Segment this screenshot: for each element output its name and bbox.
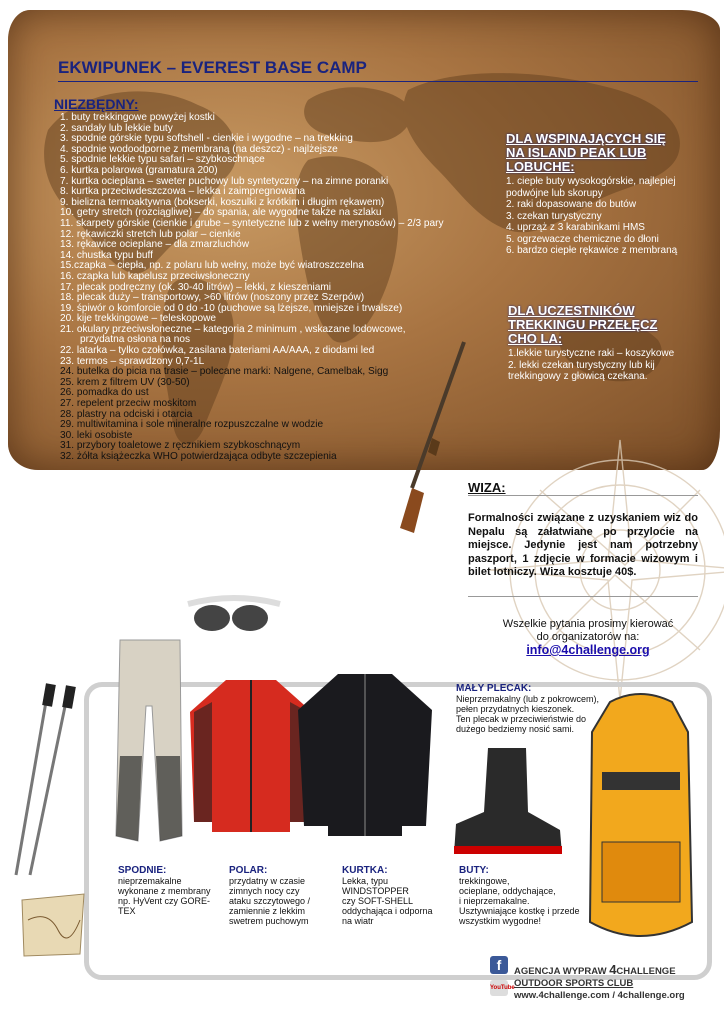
- page-title: EKWIPUNEK – EVEREST BASE CAMP: [58, 58, 698, 82]
- facebook-icon[interactable]: f: [490, 956, 508, 974]
- sunglasses-icon: [184, 594, 284, 638]
- caption-text: wszystkim wygodne!: [459, 916, 542, 926]
- contact-line-1: Wszelkie pytania prosimy kierować: [502, 618, 674, 630]
- trekkers-line-1: 1.lekkie turystyczne raki – koszykowe: [508, 348, 675, 359]
- caption-text: Usztywniające kostkę i przede: [459, 906, 580, 916]
- list-item: 21. okulary przeciwsłoneczne – kategoria 2 minimum , wskazane lodowcowe,: [60, 323, 406, 335]
- agency-name-number: 4: [609, 962, 617, 977]
- contact-line-2: do organizatorów na:: [536, 631, 640, 643]
- list-item: 22. latarka – tylko czołówka, zasilana bateriami AA/AAA, z diodami led: [60, 345, 375, 357]
- caption-head: KURTKA:: [342, 865, 388, 876]
- caption-text: TEX: [118, 906, 136, 916]
- caption-text: ataku szczytowego /: [229, 896, 311, 906]
- list-item: 3. spodnie górskie typu softshell - cienkie i wygodne – na trekking: [60, 133, 353, 145]
- pants-caption: [118, 866, 223, 916]
- polar-caption: [229, 866, 334, 926]
- club-name: OUTDOOR SPORTS CLUB: [514, 978, 634, 989]
- ice-axe-icon: [392, 338, 472, 538]
- list-item: 11. skarpety górskie (cienkie i grube – syntetyczne lub z wełny merynosów) – 2/3 pary: [60, 217, 444, 229]
- list-item: 8. kurtka przeciwdeszczowa – lekka i zaimpregnowana: [60, 186, 306, 198]
- list-item: 27. repelent przeciw moskitom: [60, 398, 197, 410]
- list-item: 13. rękawice ocieplane – dla zmarzluchów: [60, 239, 250, 251]
- list-item: 26. pomadka do ust: [60, 387, 149, 399]
- list-item: 25. krem z filtrem UV (30-50): [60, 376, 190, 388]
- youtube-icon[interactable]: YouTube: [490, 980, 508, 996]
- list-item: przydatna osłona na nos: [80, 334, 190, 346]
- email-link[interactable]: info@4challenge.org: [526, 643, 650, 657]
- caption-text: nieprzemakalne: [118, 876, 182, 886]
- list-item: 6. kurtka polarowa (gramatura 200): [60, 164, 218, 176]
- list-item: 5. ogrzewacze chemiczne do dłoni: [506, 233, 659, 245]
- caption-text: i nieprzemakalne.: [459, 896, 530, 906]
- list-item: 17. plecak podręczny (ok. 30-40 litrów) – lekki, z kieszeniami: [60, 281, 331, 293]
- trousers-icon: [112, 636, 188, 856]
- caption-head: SPODNIE:: [118, 865, 167, 876]
- necessary-heading: NIEZBĘDNY:: [54, 96, 139, 112]
- caption-head: BUTY:: [459, 865, 489, 876]
- divider: [468, 596, 698, 597]
- jacket-icon: [292, 666, 438, 842]
- caption-text: dużego bedziemy nosić sami.: [456, 724, 575, 734]
- list-item: 31. przybory toaletowe z ręcznikiem szybkoschnącym: [60, 440, 301, 452]
- list-item: 23. termos – sprawdzony 0,7-1L: [60, 355, 205, 367]
- contact-block: [478, 618, 698, 658]
- visa-body: Formalności związane z uzyskaniem wiz do Nepalu są załatwiane po przylocie na miejsce. Jedynie jest nam potrzebny paszport, 1 zdjęcie w formacie wizowym i bilet lotniczy. Wiza kosztuje 40$.: [468, 512, 698, 578]
- map-icon: [18, 890, 88, 960]
- caption-text: WINDSTOPPER: [342, 886, 409, 896]
- climbers-heading-3: LOBUCHE:: [506, 159, 575, 174]
- visa-section: [468, 480, 698, 597]
- visa-heading: WIZA:: [468, 480, 698, 496]
- climbers-heading-1: DLA WSPINAJĄCYCH SIĘ: [506, 131, 666, 146]
- list-item: 5. spodnie lekkie typu safari – szybkoschnące: [60, 154, 265, 166]
- list-item: 15.czapka – ciepła, np. z polaru lub wełny, może być wiatroszczelna: [60, 260, 364, 272]
- caption-head: MAŁY PLECAK:: [456, 683, 532, 694]
- caption-text: Nieprzemakalny (lub z pokrowcem),: [456, 694, 600, 704]
- caption-text: oddychająca i odporna: [342, 906, 433, 916]
- agency-name: [514, 962, 676, 977]
- list-item: 6. bardzo ciepłe rękawice z membraną: [506, 245, 678, 256]
- caption-text: na wiatr: [342, 916, 374, 926]
- climbers-section: [506, 132, 716, 257]
- list-item: 29. multiwitamina i sole mineralne rozpuszczalne w wodzie: [60, 419, 324, 431]
- list-item: 4. spodnie wodoodporne z membraną (na deszcz) - najlżejsze: [60, 143, 338, 155]
- list-item: 10. getry stretch (rozciągliwe) – do spania, ale wygodne także na szlaku: [60, 207, 382, 219]
- list-item: 14. chustka typu buff: [60, 249, 153, 261]
- caption-text: wykonane z membrany: [118, 886, 211, 896]
- caption-text: Ten plecak w przeciwieństwie do: [456, 714, 587, 724]
- list-item: 2. raki dopasowane do butów: [506, 199, 637, 210]
- backpack-caption: [456, 684, 606, 734]
- caption-text: trekkingowe,: [459, 876, 510, 886]
- caption-text: ocieplane, oddychające,: [459, 886, 556, 896]
- trekkers-heading-1: DLA UCZESTNIKÓW: [508, 303, 635, 318]
- list-item: 32. żółta książeczka WHO potwierdzająca odbyte szczepienia: [60, 451, 337, 462]
- list-item: 1. buty trekkingowe powyżej kostki: [60, 112, 215, 123]
- caption-text: pełen przydatnych kieszonek.: [456, 704, 575, 714]
- caption-text: zamiennie z lekkim: [229, 906, 306, 916]
- trekkers-line-2: 2. lekki czekan turystyczny lub kij trekkingowy z głowicą czekana.: [508, 359, 655, 382]
- list-item: 7. kurtka ocieplana – sweter puchowy lub syntetyczny – na zimne poranki: [60, 175, 389, 187]
- climbers-heading-2: NA ISLAND PEAK LUB: [506, 145, 647, 160]
- list-item: 9. bielizna termoaktywna (bokserki, koszulki z krótkim i długim rękawem): [60, 196, 385, 208]
- list-item: 19. śpiwór o komforcie od 0 do -10 (puchowe są lżejsze, mniejsze i trwalsze): [60, 302, 403, 314]
- list-item: 12. rękawiczki stretch lub polar – cienkie: [60, 228, 241, 240]
- list-item: 28. plastry na odciski i otarcia: [60, 408, 193, 420]
- list-item: 20. kije trekkingowe – teleskopowe: [60, 313, 216, 325]
- list-item: 2. sandały lub lekkie buty: [60, 122, 173, 134]
- list-item: 18. plecak duży – transportowy, >60 litrów (noszony przez Szerpów): [60, 292, 365, 304]
- caption-text: np. HyVent czy GORE-: [118, 896, 211, 906]
- list-item: 24. butelka do picia na trasie – polecane marki: Nalgene, Camelbak, Sigg: [60, 366, 389, 378]
- caption-text: czy SOFT-SHELL: [342, 896, 414, 906]
- list-item: 3. czekan turystyczny: [506, 210, 602, 222]
- climbers-list: [506, 176, 716, 257]
- trekkers-section: [508, 304, 708, 383]
- list-item: 4. uprząż z 3 karabinkami HMS: [506, 222, 645, 233]
- trekking-poles-icon: [8, 680, 78, 880]
- caption-text: przydatny w czasie: [229, 876, 306, 886]
- list-item: 30. leki osobiste: [60, 429, 133, 441]
- agency-name-suffix: CHALLENGE: [616, 966, 676, 977]
- trekkers-heading-3: CHO LA:: [508, 331, 563, 346]
- caption-text: Lekka, typu: [342, 876, 389, 886]
- agency-name-prefix: AGENCJA WYPRAW: [514, 966, 610, 977]
- caption-head: POLAR:: [229, 865, 268, 876]
- boots-icon: [448, 742, 568, 862]
- caption-text: swetrem puchowym: [229, 916, 309, 926]
- boots-caption: [459, 866, 589, 926]
- website-link[interactable]: www.4challenge.com / 4challenge.org: [514, 990, 685, 1001]
- list-item: 1. ciepłe buty wysokogórskie, najlepiej podwójne lub skorupy: [506, 176, 676, 199]
- list-item: 16. czapka lub kapelusz przeciwsłoneczny: [60, 270, 250, 282]
- caption-text: zimnych nocy czy: [229, 886, 300, 896]
- jacket-caption: [342, 866, 452, 926]
- trekkers-heading-2: TREKKINGU PRZEŁĘCZ: [508, 317, 658, 332]
